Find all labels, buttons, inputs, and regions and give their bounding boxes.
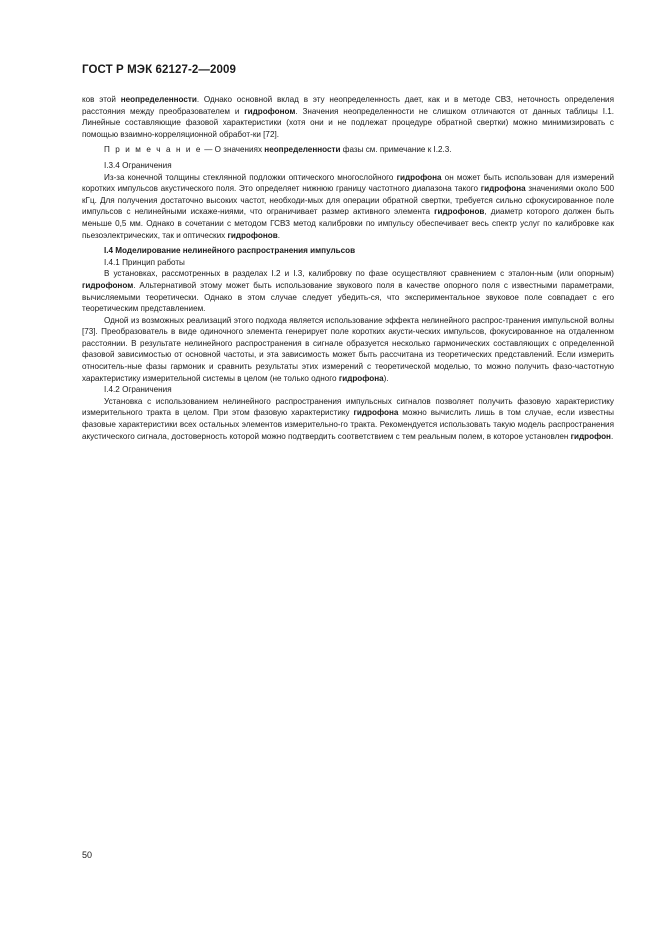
- text-run: ков этой: [82, 95, 121, 104]
- bold-term: гидрофоном: [82, 280, 134, 290]
- bold-term: неопределенности: [120, 95, 197, 104]
- paragraph-limitations-1-4-2: [82, 396, 614, 442]
- paragraph-principle-1: [82, 268, 614, 314]
- text-run: .: [610, 431, 614, 441]
- note-paragraph: [82, 144, 614, 156]
- section-title-1-4: [82, 245, 614, 257]
- bold-term: гидрофонов: [434, 207, 485, 217]
- paragraph-continuation: [82, 94, 614, 140]
- text-run: . Альтернативой этому может быть использование звукового поля в качестве опорного поля с известными параметрами, вычисляемыми теоретически. Однако в этом случае следует убедить-ся, что экспериментальное звуковое поле совпадает с его теоретическим представлением.: [82, 280, 614, 314]
- subsection-heading-1-4-1: [82, 257, 614, 269]
- bold-term: гидрофона: [338, 373, 384, 383]
- bold-term: гидрофона: [480, 184, 526, 194]
- paragraph-limitations-1-3-4: [82, 172, 614, 242]
- note-label: П р и м е ч а н и е: [104, 145, 203, 155]
- text-run: Из-за конечной толщины стеклянной подложки оптического многослойного: [104, 172, 397, 182]
- text-run: можно вычислить лишь в том случае, если известны фазовые характеристики всех остальных элементов измерительно-го тракта. Рекомендуется использовать такую модель распространения акустического сигнала, достоверность которой можно подтвердить соответствием с тем реальным полем, в которое установлен: [82, 408, 614, 441]
- text-run: .: [277, 230, 280, 240]
- subsection-heading-1-3-4: [82, 160, 614, 172]
- bold-term: гидрофона: [353, 408, 399, 418]
- subsection-heading-1-4-2: [82, 384, 614, 396]
- text-run: I.4.2 Ограничения: [104, 385, 172, 395]
- text-run: значениями около 500 кГц. Для получения достаточно высоких частот, необходи-мых для операции обратной свертки, требуется сильно сфокусированное поле импульсов с нелинейными искаже-ниями, что ограничивает размер активного элемента: [82, 184, 614, 217]
- text-run: В установках, рассмотренных в разделах I.2 и I.3, калибровку по фазе осуществляют сравнением с эталон-ным (или опорным): [104, 269, 614, 279]
- text-run: фазы см. примечание к I.2.3.: [340, 145, 452, 155]
- text-run: . Однако основной вклад в эту неопределенность дает, как и в методе СВЗ, неточность определения расстояния между преобразователем и: [82, 95, 614, 116]
- bold-term: гидрофоном: [244, 106, 296, 116]
- text-run: I.4 Моделирование нелинейного распространения импульсов: [104, 246, 356, 256]
- text-run: Установка с использованием нелинейного распространения импульсных сигналов позволяет получить фазовую характеристику измерительного тракта в целом. При этом фазовую характеристику: [82, 396, 614, 418]
- bold-term: гидрофон: [570, 431, 611, 441]
- page-number: 50: [82, 850, 93, 860]
- bold-term: гидрофонов: [227, 230, 278, 240]
- bold-term: неопределенности: [264, 145, 341, 155]
- text-run: . Значения неопределенности не слишком отличаются от данных таблицы I.1. Линейные составляющие фазовой характеристики (хотя они и не подлежат процедуре обратной свертки) можно минимизировать с помощью взаимно-корреляционной обработ-ки [72].: [82, 106, 615, 139]
- text-run: I.3.4 Ограничения: [104, 160, 172, 170]
- paragraph-principle-2: [82, 315, 614, 385]
- text-run: он может быть использован для измерений коротких импульсов акустического поля. Это определяет нижнюю границу частотного диапазона такого: [82, 172, 615, 194]
- document-header: ГОСТ Р МЭК 62127-2—2009: [82, 64, 236, 76]
- bold-term: гидрофона: [396, 172, 442, 182]
- document-body: [82, 94, 614, 442]
- text-run: ).: [383, 373, 389, 383]
- text-run: I.4.1 Принцип работы: [104, 257, 185, 267]
- text-run: Одной из возможных реализаций этого подхода является использование эффекта нелинейного распрос-транения импульсной волны [73]. Преобразователь в виде одиночного элемента генерирует поле коротких акусти-ческих импульсов, фокусированное на отдаленном расстоянии. В результате нелинейного распространения в сигнале образуется несколько гармонических составляющих с определенной фазовой зависимостью от основной частоты, и эта зависимость может быть рассчитана из теоретических представлений. Если измерить относитель-ные фазы гармоник и сравнить результаты этих измерений с теоретической моделью, то можно получить фазо-частотную характеристику измерительной системы в целом (не только одного: [82, 315, 614, 383]
- text-run: , диаметр которого должен быть меньше 0,5 мм. Однако в сочетании с методом ГСВЗ метод калибровки по импульсу обеспечивает весь спектр услуг по калибровке как пьезоэлектрических, так и оптических: [82, 207, 614, 240]
- text-run: — О значениях: [202, 145, 265, 155]
